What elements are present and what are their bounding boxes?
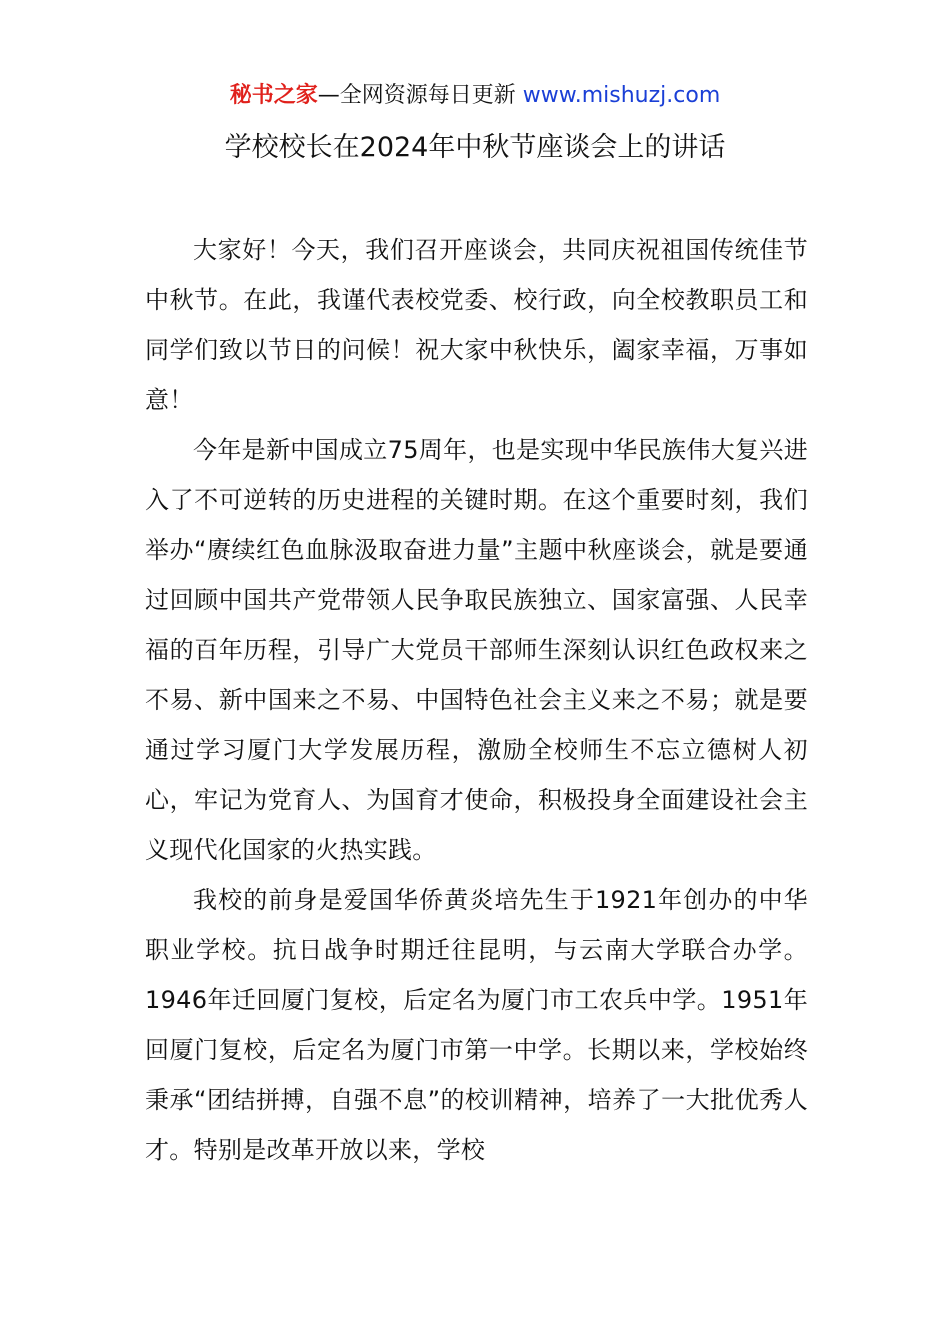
paragraph-significance: 今年是新中国成立75周年，也是实现中华民族伟大复兴进入了不可逆转的历史进程的关键时期。在这个重要时刻，我们举办“赓续红色血脉汲取奋进力量”主题中秋座谈会，就是要通过回顾中国共产党带领人民争取民族独立、国家富强、人民幸福的百年历程，引导广大党员干部师生深刻认识红色政权来之不易、新中国来之不易、中国特色社会主义来之不易；就是要通过学习厦门大学发展历程，激励全校师生不忘立德树人初心，牢记为党育人、为国育才使命，积极投身全面建设社会主义现代化国家的火热实践。 (145, 436, 808, 864)
paragraph-school-history: 我校的前身是爱国华侨黄炎培先生于1921年创办的中华职业学校。抗日战争时期迁往昆明，与云南大学联合办学。1946年迁回厦门复校，后定名为厦门市工农兵中学。1951年回厦门复校，后定名为厦门市第一中学。长期以来，学校始终秉承“团结拼搏，自强不息”的校训精神，培养了一大批优秀人才。特别是改革开放以来，学校 (145, 886, 808, 1164)
brand-name: 秘书之家 (229, 83, 318, 108)
paragraph-greeting: 大家好！今天，我们召开座谈会，共同庆祝祖国传统佳节中秋节。在此，我谨代表校党委、校行政，向全校教职员工和同学们致以节日的问候！祝大家中秋快乐，阖家幸福，万事如意！ (145, 236, 808, 414)
document-title: 学校校长在2024年中秋节座谈会上的讲话 (224, 132, 726, 163)
site-header (0, 80, 950, 112)
site-url-link[interactable]: www.mishuzj.com (522, 83, 721, 108)
document-body (145, 225, 808, 1175)
header-tagline: —全网资源每日更新 (317, 83, 523, 108)
